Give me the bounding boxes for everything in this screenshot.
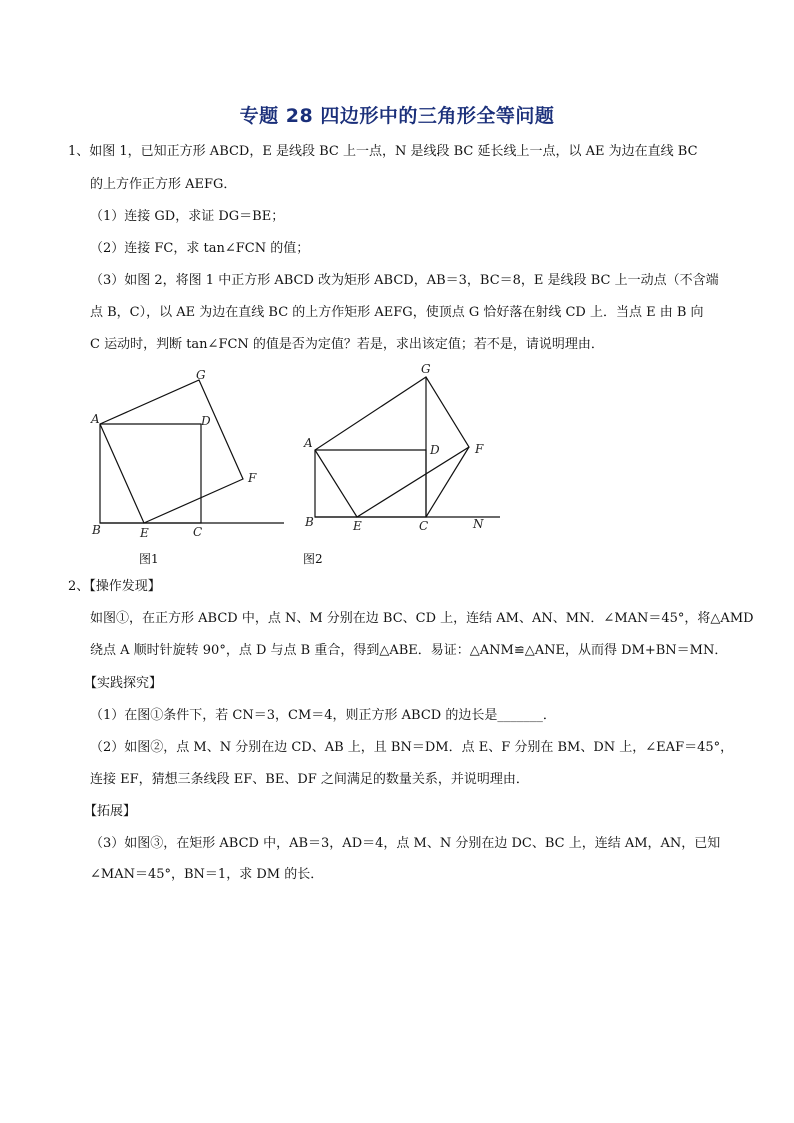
q1-part-1: （1）连接 GD，求证 DG＝BE；	[90, 209, 285, 224]
q2-section-extension: 【拓展】	[84, 804, 137, 819]
fig2-label-d: D	[430, 443, 440, 457]
figure-1	[80, 362, 290, 542]
fig1-caption: 图1	[139, 552, 159, 566]
fig1-square-aefg	[100, 380, 243, 523]
q1-part-3-line-3: C 运动时，判断 tan∠FCN 的值是否为定值？若是，求出该定值；若不是，请说明理由．	[90, 337, 604, 352]
q2-line-3: 绕点 A 顺时针旋转 90°，点 D 与点 B 重合，得到△ABE．易证：△ANM≌△ANE，从而得 DM+BN＝MN．	[90, 643, 728, 658]
fig1-label-e: E	[140, 526, 149, 540]
fig2-rect-aefg	[315, 377, 469, 517]
q1-part-2: （2）连接 FC，求 tan∠FCN 的值；	[90, 241, 310, 256]
page-title: 专题 28 四边形中的三角形全等问题	[239, 105, 555, 127]
fig2-label-e: E	[353, 519, 362, 533]
q2-line-2: 如图①，在正方形 ABCD 中，点 N、M 分别在边 BC、CD 上，连结 AM、AN、MN．∠MAN＝45°，将△AMD	[90, 611, 754, 626]
fig2-label-a: A	[304, 436, 313, 450]
fig1-label-a: A	[91, 412, 100, 426]
fig2-label-g: G	[421, 362, 431, 376]
fig2-label-c: C	[419, 519, 429, 533]
q2-part-2-line-2: 连接 EF，猜想三条线段 EF、BE、DF 之间满足的数量关系，并说明理由．	[90, 772, 529, 787]
q2-part-3-line-1: （3）如图③，在矩形 ABCD 中，AB＝3，AD＝4，点 M、N 分别在边 DC、BC 上，连结 AM，AN，已知	[90, 836, 721, 851]
fig2-label-f: F	[475, 442, 484, 456]
figure-2	[300, 358, 510, 538]
q1-line-1: 1、如图 1，已知正方形 ABCD，E 是线段 BC 上一点，N 是线段 BC 延长线上一点，以 AE 为边在直线 BC	[68, 144, 698, 159]
fig1-label-b: B	[92, 523, 101, 537]
fig1-label-g: G	[196, 368, 206, 382]
fig1-label-f: F	[248, 471, 257, 485]
q2-part-1: （1）在图①条件下，若 CN＝3，CM＝4，则正方形 ABCD 的边长是_______．	[90, 708, 556, 723]
q2-part-3-line-2: ∠MAN＝45°，BN＝1，求 DM 的长．	[90, 867, 324, 882]
q1-part-3-line-1: （3）如图 2，将图 1 中正方形 ABCD 改为矩形 ABCD，AB＝3，BC＝8，E 是线段 BC 上一动点（不含端	[90, 273, 719, 288]
q1-line-2: 的上方作正方形 AEFG．	[90, 177, 237, 192]
fig2-caption: 图2	[303, 552, 323, 566]
q2-line-1: 2、【操作发现】	[68, 579, 161, 594]
fig1-square-abcd	[100, 424, 201, 523]
fig1-label-d: D	[201, 414, 211, 428]
q2-part-2-line-1: （2）如图②，点 M、N 分别在边 CD、AB 上，且 BN＝DM．点 E、F 分别在 BM、DN 上，∠EAF＝45°，	[90, 740, 734, 755]
q2-section-practice: 【实践探究】	[84, 676, 163, 691]
fig1-label-c: C	[193, 525, 203, 539]
fig2-line-cf	[426, 447, 469, 517]
fig2-label-n: N	[473, 517, 484, 531]
fig2-rect-abcd	[315, 450, 426, 517]
fig2-label-b: B	[305, 515, 314, 529]
q1-part-3-line-2: 点 B，C），以 AE 为边在直线 BC 的上方作矩形 AEFG，使顶点 G 恰好落在射线 CD 上．当点 E 由 B 向	[90, 305, 704, 320]
